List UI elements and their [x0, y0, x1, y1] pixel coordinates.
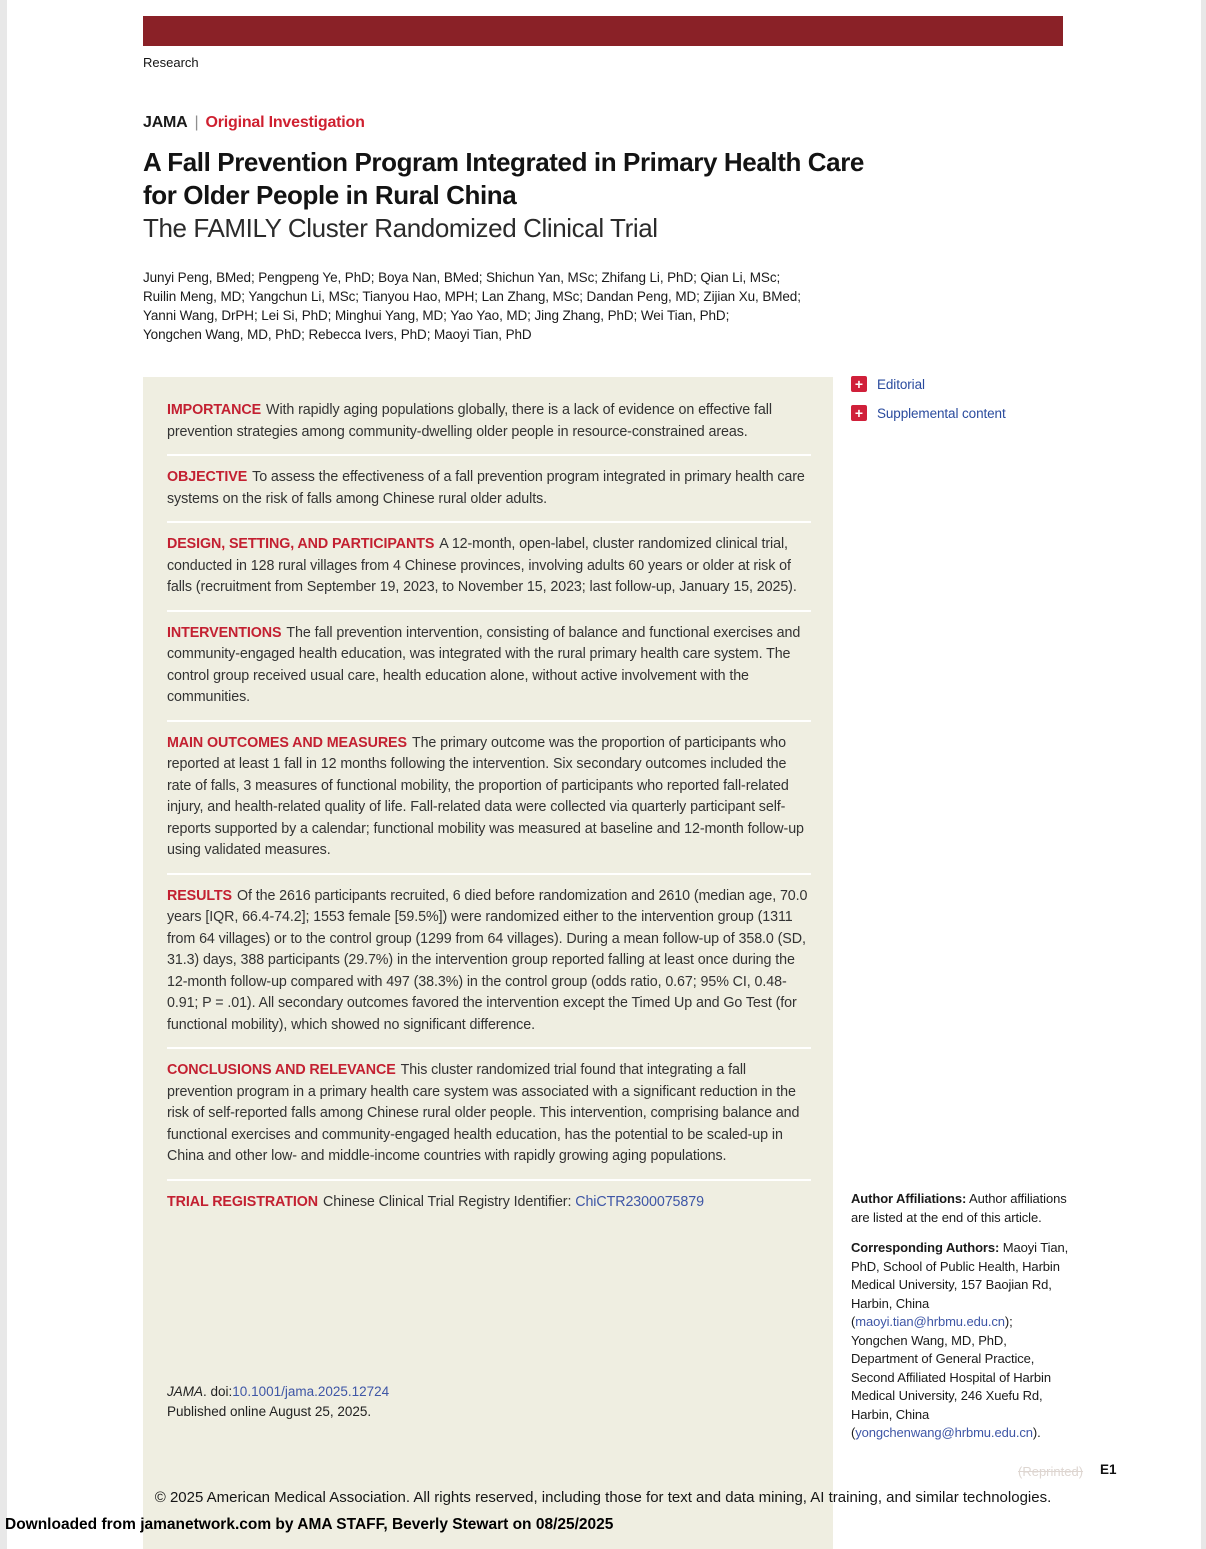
article-title	[143, 146, 963, 245]
section-label: OBJECTIVE	[167, 469, 248, 485]
email-link-maoyi-tian[interactable]: maoyi.tian@hrbmu.edu.cn	[855, 1314, 1005, 1329]
article-subtitle: The FAMILY Cluster Randomized Clinical Trial	[143, 213, 658, 243]
abstract-section-design	[167, 521, 811, 610]
corresponding-authors-note	[851, 1239, 1069, 1443]
page-left-edge	[0, 0, 7, 1549]
abstract-section-outcomes	[167, 720, 811, 873]
author-affiliations-note	[851, 1190, 1069, 1227]
author-line: Junyi Peng, BMed; Pengpeng Ye, PhD; Boya Nan, BMed; Shichun Yan, MSc; Zhifang Li, PhD; Qian Li, MSc;	[143, 270, 781, 285]
plus-icon	[851, 405, 867, 421]
plus-icon	[851, 376, 867, 392]
download-watermark: Downloaded from jamanetwork.com by AMA STAFF, Beverly Stewart on 08/25/2025	[5, 1516, 614, 1533]
journal-name: JAMA	[143, 114, 188, 131]
copyright-line: © 2025 American Medical Association. All rights reserved, including those for text and data mining, AI training, and similar technologies.	[154, 1489, 1052, 1506]
kicker-separator: |	[194, 114, 199, 131]
abstract-section-objective	[167, 454, 811, 521]
section-text: The fall prevention intervention, consisting of balance and functional exercises and community-engaged health education, was integrated with the rural primary health care system. The control group received usual care, health education alone, without active involvement with the communities.	[167, 624, 801, 705]
abstract-section-interventions	[167, 610, 811, 720]
author-affiliations-label: Author Affiliations:	[851, 1191, 967, 1206]
supplemental-content-link[interactable]	[851, 405, 1081, 421]
corresponding-text: Maoyi Tian, PhD, School of Public Health, Harbin Medical University, 157 Baojian Rd, Harbin, China (	[851, 1240, 1069, 1329]
page-number: E1	[1100, 1462, 1117, 1477]
author-byline	[143, 268, 903, 344]
abstract-section-conclusions	[167, 1047, 811, 1179]
section-label: TRIAL REGISTRATION	[167, 1193, 318, 1210]
doi-link[interactable]: 10.1001/jama.2025.12724	[232, 1384, 390, 1399]
supplemental-link-label[interactable]: Supplemental content	[877, 405, 1006, 421]
editorial-link-label[interactable]: Editorial	[877, 376, 925, 392]
section-text: The primary outcome was the proportion of participants who reported at least 1 fall in 12 months following the intervention. Six secondary outcomes included the rate of falls, 3 measures of functional mobility, the proportion of participants who reported fall-related injury, and health-related quality of life. Fall-related data were collected via quarterly participant self-reports supported by a calendar; functional mobility was measured at baseline and 12-month follow-up using validated measures.	[167, 734, 804, 858]
section-text: Of the 2616 participants recruited, 6 died before randomization and 2610 (median age, 70.0 years [IQR, 66.4-74.2]; 1553 female [59.5%]) were randomized either to the intervention group (1311 from 64 villages) or to the control group (1299 from 64 villages). During a mean follow-up of 358.0 (SD, 31.3) days, 388 participants (29.7%) in the intervention group reported falling at least once during the 12-month follow-up compared with 497 (38.3%) in the control group (odds ratio, 0.67; 95% CI, 0.48-0.91; P = .01). All secondary outcomes favored the intervention except the Timed Up and Go Test (for functional mobility), which showed no significant difference.	[167, 887, 808, 1033]
page-right-edge	[1201, 0, 1206, 1549]
email-link-yongchen-wang[interactable]: yongchenwang@hrbmu.edu.cn	[855, 1425, 1033, 1440]
section-label: RESULTS	[167, 887, 232, 904]
affiliations-block	[851, 1190, 1069, 1455]
citation-doi-prefix: . doi:	[203, 1384, 233, 1399]
citation-block	[167, 1382, 389, 1422]
section-text: To assess the effectiveness of a fall prevention program integrated in primary health care systems on the risk of falls among Chinese rural older adults.	[167, 469, 805, 507]
abstract-section-importance	[167, 400, 811, 454]
masthead-bar	[143, 16, 1063, 46]
trial-registry-link[interactable]: ChiCTR2300075879	[575, 1193, 704, 1210]
abstract-section-results	[167, 873, 811, 1048]
section-label: DESIGN, SETTING, AND PARTICIPANTS	[167, 536, 435, 552]
corresponding-text: ).	[1032, 1425, 1041, 1440]
abstract-panel	[143, 377, 833, 1549]
citation-journal: JAMA	[167, 1384, 204, 1399]
corresponding-text: ); Yongchen Wang, MD, PhD, Department of General Practice, Second Affiliated Hospital of Harbin Medical University, 246 Xuefu Rd, Harbin, China (	[851, 1314, 1051, 1440]
published-online-line: Published online August 25, 2025.	[167, 1404, 372, 1419]
abstract-section-trial-registration	[167, 1179, 811, 1225]
title-line-2: for Older People in Rural China	[143, 180, 517, 210]
research-section-label: Research	[143, 55, 199, 70]
editorial-link[interactable]	[851, 376, 1081, 392]
related-content-links	[851, 376, 1081, 434]
section-label: IMPORTANCE	[167, 402, 262, 418]
author-line: Yongchen Wang, MD, PhD; Rebecca Ivers, PhD; Maoyi Tian, PhD	[143, 327, 532, 342]
section-label: INTERVENTIONS	[167, 624, 282, 641]
author-affiliations-text: Author affiliations are listed at the end of this article.	[851, 1191, 1067, 1225]
section-text: With rapidly aging populations globally, there is a lack of evidence on effective fall prevention strategies among community-dwelling older people in resource-constrained areas.	[167, 402, 772, 440]
section-text: A 12-month, open-label, cluster randomized clinical trial, conducted in 128 rural villages from 4 Chinese provinces, involving adults 60 years or older at risk of falls (recruitment from September 19, 2023, to November 15, 2023; last follow-up, January 15, 2025).	[167, 536, 797, 595]
section-text: This cluster randomized trial found that integrating a fall prevention program in a primary health care system was associated with a significant reduction in the risk of self-reported falls among Chinese rural older people. This intervention, comprising balance and functional exercises and community-engaged health education, has the potential to be scaled-up in China and other low- and middle-income countries with rapidly growing aging populations.	[167, 1062, 800, 1164]
reprinted-watermark: (Reprinted)	[1018, 1464, 1084, 1479]
author-line: Ruilin Meng, MD; Yangchun Li, MSc; Tianyou Hao, MPH; Lan Zhang, MSc; Dandan Peng, MD; Zijian Xu, BMed;	[143, 289, 801, 304]
section-label: CONCLUSIONS AND RELEVANCE	[167, 1062, 396, 1078]
article-kicker	[143, 114, 365, 132]
article-type-label: Original Investigation	[205, 114, 365, 131]
author-line: Yanni Wang, DrPH; Lei Si, PhD; Minghui Yang, MD; Yao Yao, MD; Jing Zhang, PhD; Wei Tian, PhD;	[143, 308, 730, 323]
section-label: MAIN OUTCOMES AND MEASURES	[167, 734, 407, 751]
title-line-1: A Fall Prevention Program Integrated in Primary Health Care	[143, 147, 864, 177]
section-text: Chinese Clinical Trial Registry Identifier:	[322, 1193, 576, 1210]
corresponding-authors-label: Corresponding Authors:	[851, 1240, 1000, 1255]
